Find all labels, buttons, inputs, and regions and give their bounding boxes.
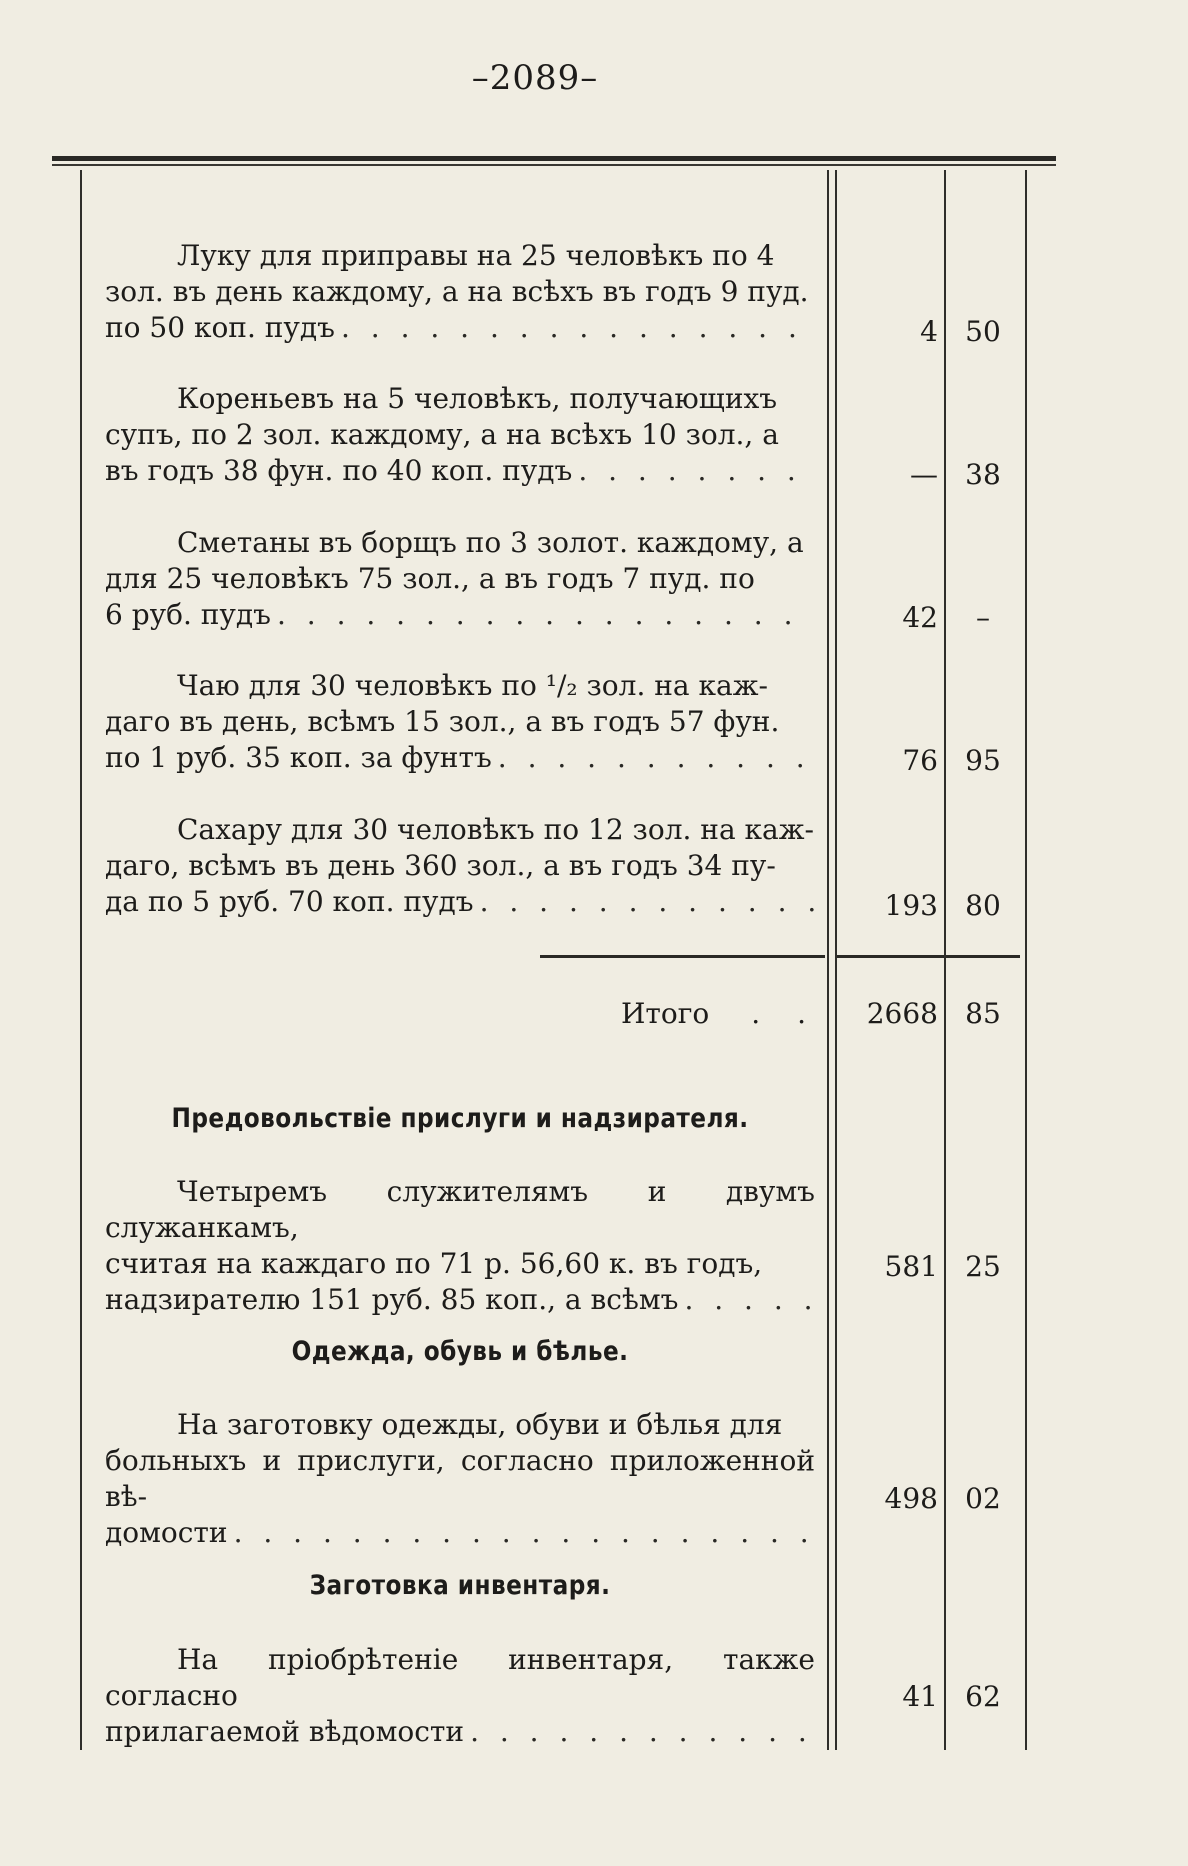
rubles-amount: 41 [902, 1680, 938, 1713]
rubles-amount: 4 [920, 315, 938, 348]
ledger-entry [105, 1407, 815, 1551]
entry-line: Луку для приправы на 25 человѣкъ по 4 [177, 239, 775, 272]
entry-leader-text: да по 5 руб. 70 коп. пудъ [105, 885, 474, 918]
entry-line: Сахару для 30 человѣкъ по 12 зол. на каж- [177, 813, 814, 846]
rubles-amount: 581 [884, 1250, 938, 1283]
entry-line: Чаю для 30 человѣкъ по ¹/₂ зол. на каж- [177, 669, 768, 702]
kopecks-amount: 25 [965, 1250, 1001, 1283]
ledger-entry [105, 812, 815, 920]
kopecks-amount: – [976, 601, 990, 634]
dot-leader [341, 310, 815, 346]
ledger-entry [105, 1642, 815, 1750]
rubles-amount: 42 [902, 601, 938, 634]
entry-leader-text: 6 руб. пудъ [105, 598, 271, 631]
entry-leader-text: по 1 руб. 35 коп. за фунтъ [105, 741, 492, 774]
ledger-entry [105, 525, 815, 633]
dot-leader [684, 1282, 815, 1318]
entry-line: Кореньевъ на 5 человѣкъ, получающихъ [177, 382, 778, 415]
ledger-entry [105, 238, 815, 346]
entry-leader-text: въ годъ 38 фун. по 40 коп. пудъ [105, 454, 573, 487]
section-heading: Заготовка инвентаря. [309, 1570, 611, 1601]
kopecks-amount: 50 [965, 315, 1001, 348]
entry-leader-line [105, 884, 815, 920]
entry-line: даго, всѣмъ въ день 360 зол., а въ годъ 34 пу- [105, 849, 776, 882]
dot-leader [277, 597, 815, 633]
entry-line: зол. въ день каждому, а на всѣхъ въ годъ 9 пуд. [105, 275, 809, 308]
left-border-line [80, 170, 82, 1750]
entry-leader-line [105, 310, 815, 346]
section-heading: Предовольствіе прислуги и надзирателя. [171, 1103, 749, 1134]
entry-leader-line [105, 1515, 815, 1551]
total-kopecks: 85 [965, 997, 1001, 1030]
entry-line: Четыремъ служителямъ и двумъ служанкамъ, [105, 1175, 815, 1244]
dot-leader [578, 453, 815, 489]
entry-leader-text: по 50 коп. пудъ [105, 311, 335, 344]
total-row-label [540, 996, 820, 1032]
entry-line: супъ, по 2 зол. каждому, а на всѣхъ 10 зол., а [105, 418, 779, 451]
page-number: –2089– [471, 58, 599, 98]
rubles-column-left-line [827, 170, 829, 1750]
entry-line: считая на каждаго по 71 р. 56,60 к. въ годъ, [105, 1247, 763, 1280]
entry-leader-text: прилагаемой вѣдомости [105, 1715, 465, 1748]
rubles-amount: 498 [884, 1482, 938, 1515]
entry-line: для 25 человѣкъ 75 зол., а въ годъ 7 пуд. по [105, 562, 755, 595]
section-heading: Одежда, обувь и бѣлье. [291, 1336, 629, 1367]
header-rule-thin [52, 164, 1056, 166]
kopecks-amount: 02 [965, 1482, 1001, 1515]
right-border-line [1025, 170, 1027, 1750]
total-rule [540, 955, 825, 958]
ledger-entry [105, 1174, 815, 1318]
dot-leader [234, 1515, 815, 1551]
entry-line: даго въ день, всѣмъ 15 зол., а въ годъ 57 фун. [105, 705, 780, 738]
kopecks-amount: 38 [965, 458, 1001, 491]
entry-leader-text: домости [105, 1516, 228, 1549]
entry-leader-line [105, 740, 815, 776]
total-rule-rubles [837, 955, 944, 958]
kopecks-amount: 95 [965, 744, 1001, 777]
entry-leader-line [105, 1282, 815, 1318]
rubles-column-left-line-inner [835, 170, 837, 1750]
entry-leader-line [105, 597, 815, 633]
header-rule [52, 156, 1056, 161]
entry-leader-text: надзирателю 151 руб. 85 коп., а всѣмъ [105, 1283, 679, 1316]
total-label: Итого [621, 997, 710, 1030]
entry-leader-line [105, 1714, 815, 1750]
ledger-entry [105, 381, 815, 489]
total-rule-kopecks [946, 955, 1020, 958]
entry-leader-line [105, 453, 815, 489]
entry-line: На пріобрѣтеніе инвентаря, также согласно [105, 1643, 815, 1712]
rubles-amount: — [910, 458, 938, 491]
total-rubles: 2668 [866, 997, 938, 1030]
kopecks-amount: 62 [965, 1680, 1001, 1713]
rubles-amount: 193 [884, 889, 938, 922]
kopecks-amount: 80 [965, 889, 1001, 922]
ledger-entry [105, 668, 815, 776]
entry-line: больныхъ и прислуги, согласно приложенной вѣ- [105, 1444, 815, 1513]
dot-leader [470, 1714, 815, 1750]
total-dots: . . [751, 997, 820, 1030]
entry-line: На заготовку одежды, обуви и бѣлья для [177, 1408, 783, 1441]
entry-line: Сметаны въ борщъ по 3 золот. каждому, а [177, 526, 804, 559]
dot-leader [480, 884, 815, 920]
dot-leader [498, 740, 815, 776]
rubles-amount: 76 [902, 744, 938, 777]
